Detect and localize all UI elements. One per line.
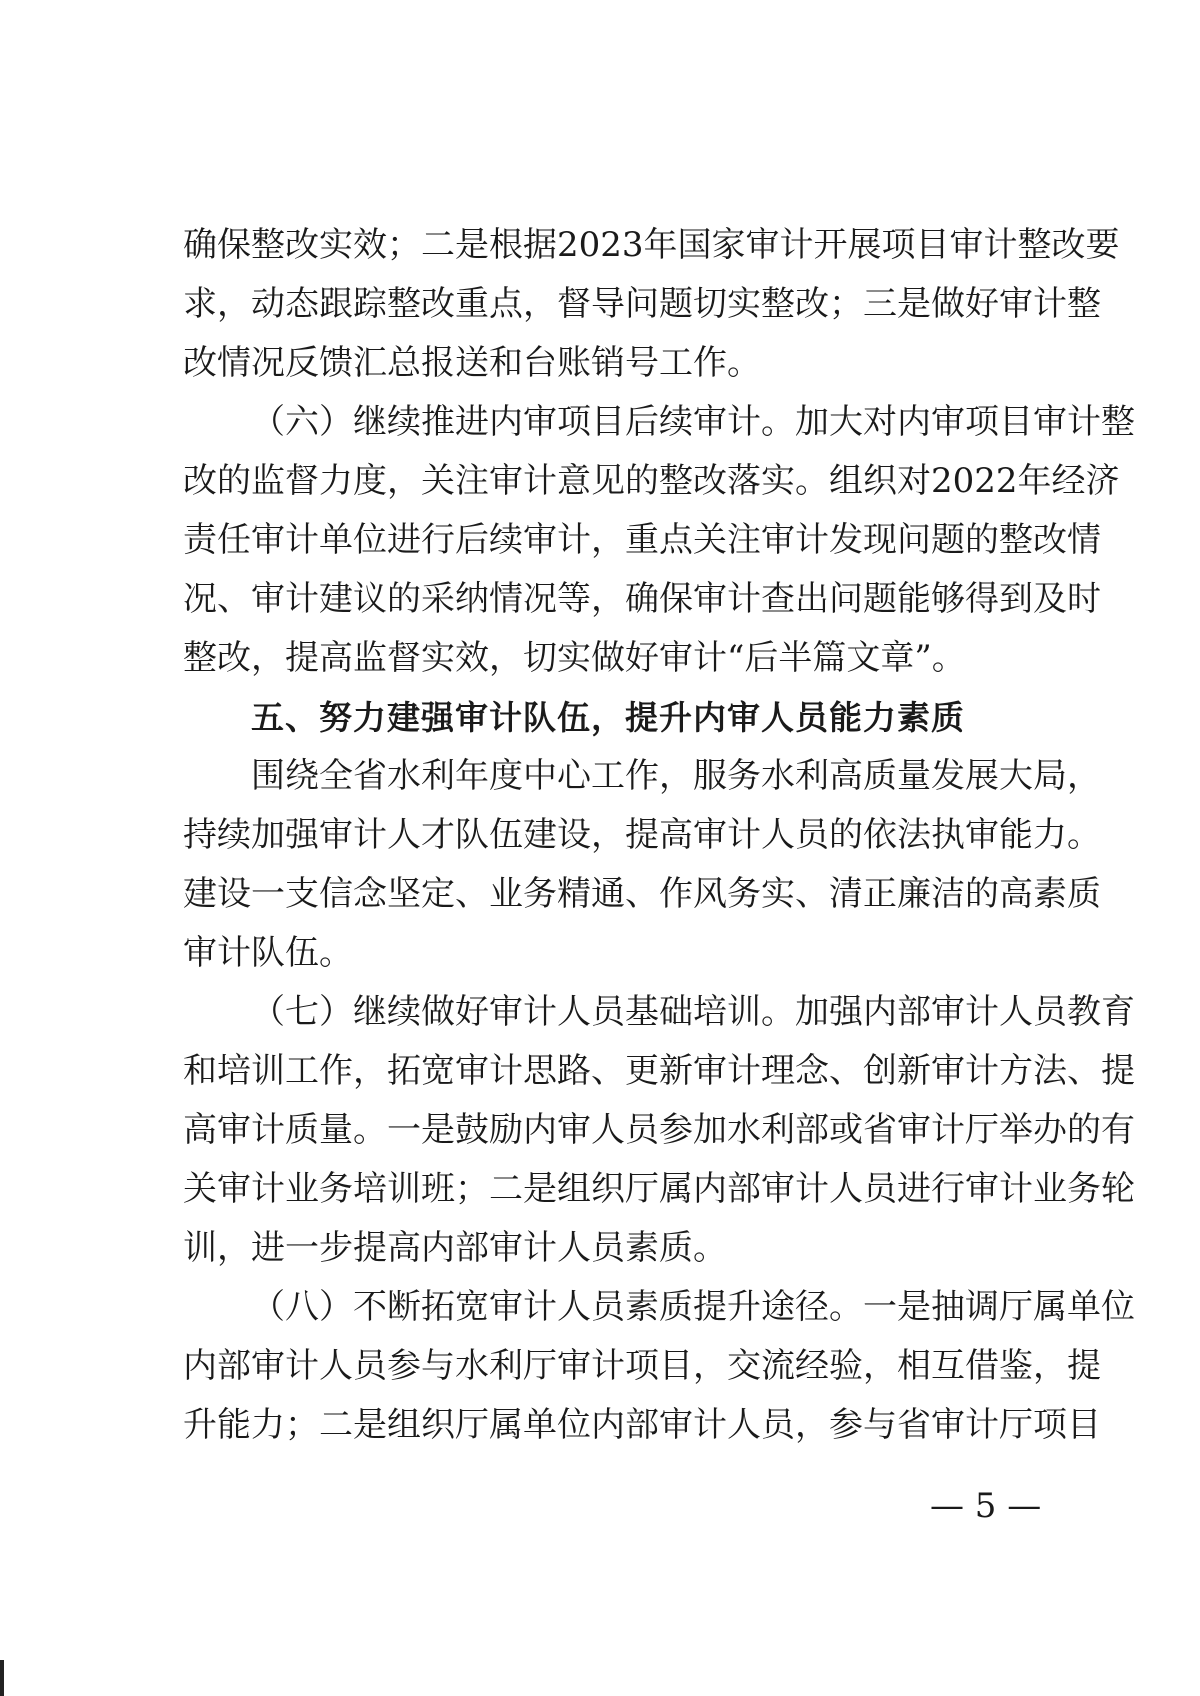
text-line: （八）不断拓宽审计人员素质提升途径。一是抽调厅属单位 [251, 1287, 1135, 1327]
text-line: 况、审计建议的采纳情况等，确保审计查出问题能够得到及时 [183, 579, 1101, 619]
paragraph-item-eight [183, 1278, 1135, 1455]
text-line: 训，进一步提高内部审计人员素质。 [183, 1228, 727, 1268]
text-line: 持续加强审计人才队伍建设，提高审计人员的依法执审能力。 [183, 815, 1101, 855]
text-line: 和培训工作，拓宽审计思路、更新审计理念、创新审计方法、提 [183, 1051, 1135, 1091]
section-heading-text: 五、努力建强审计队伍，提升内审人员能力素质 [251, 698, 965, 737]
text-line: 改情况反馈汇总报送和台账销号工作。 [183, 343, 761, 383]
page-number: — 5 — [930, 1486, 1042, 1526]
text-line: 升能力；二是组织厅属单位内部审计人员，参与省审计厅项目 [183, 1405, 1101, 1445]
text-line: 整改，提高监督实效，切实做好审计“后半篇文章”。 [183, 638, 966, 678]
text-line: 内部审计人员参与水利厅审计项目，交流经验，相互借鉴，提 [183, 1346, 1101, 1386]
paragraph-item-seven [183, 983, 1135, 1278]
section-heading [183, 688, 1043, 747]
text-line: （六）继续推进内审项目后续审计。加大对内审项目审计整 [251, 402, 1135, 442]
text-line: 求，动态跟踪整改重点，督导问题切实整改；三是做好审计整 [183, 284, 1101, 324]
text-line: 建设一支信念坚定、业务精通、作风务实、清正廉洁的高素质 [183, 874, 1101, 914]
text-line: 关审计业务培训班；二是组织厅属内部审计人员进行审计业务轮 [183, 1169, 1135, 1209]
paragraph-item-six [183, 393, 1135, 688]
text-line: 围绕全省水利年度中心工作，服务水利高质量发展大局， [251, 756, 1101, 796]
paragraph-continuation [183, 216, 1120, 393]
text-line: 改的监督力度，关注审计意见的整改落实。组织对2022年经济 [183, 461, 1120, 501]
text-line: 审计队伍。 [183, 933, 353, 973]
text-line: 责任审计单位进行后续审计，重点关注审计发现问题的整改情 [183, 520, 1101, 560]
text-line: 高审计质量。一是鼓励内审人员参加水利部或省审计厅举办的有 [183, 1110, 1135, 1150]
text-line: （七）继续做好审计人员基础培训。加强内部审计人员教育 [251, 992, 1135, 1032]
paragraph-section-intro [183, 747, 1101, 983]
scan-edge-mark [0, 1660, 4, 1696]
text-line: 确保整改实效；二是根据2023年国家审计开展项目审计整改要 [183, 225, 1120, 265]
document-body [183, 216, 1135, 1455]
